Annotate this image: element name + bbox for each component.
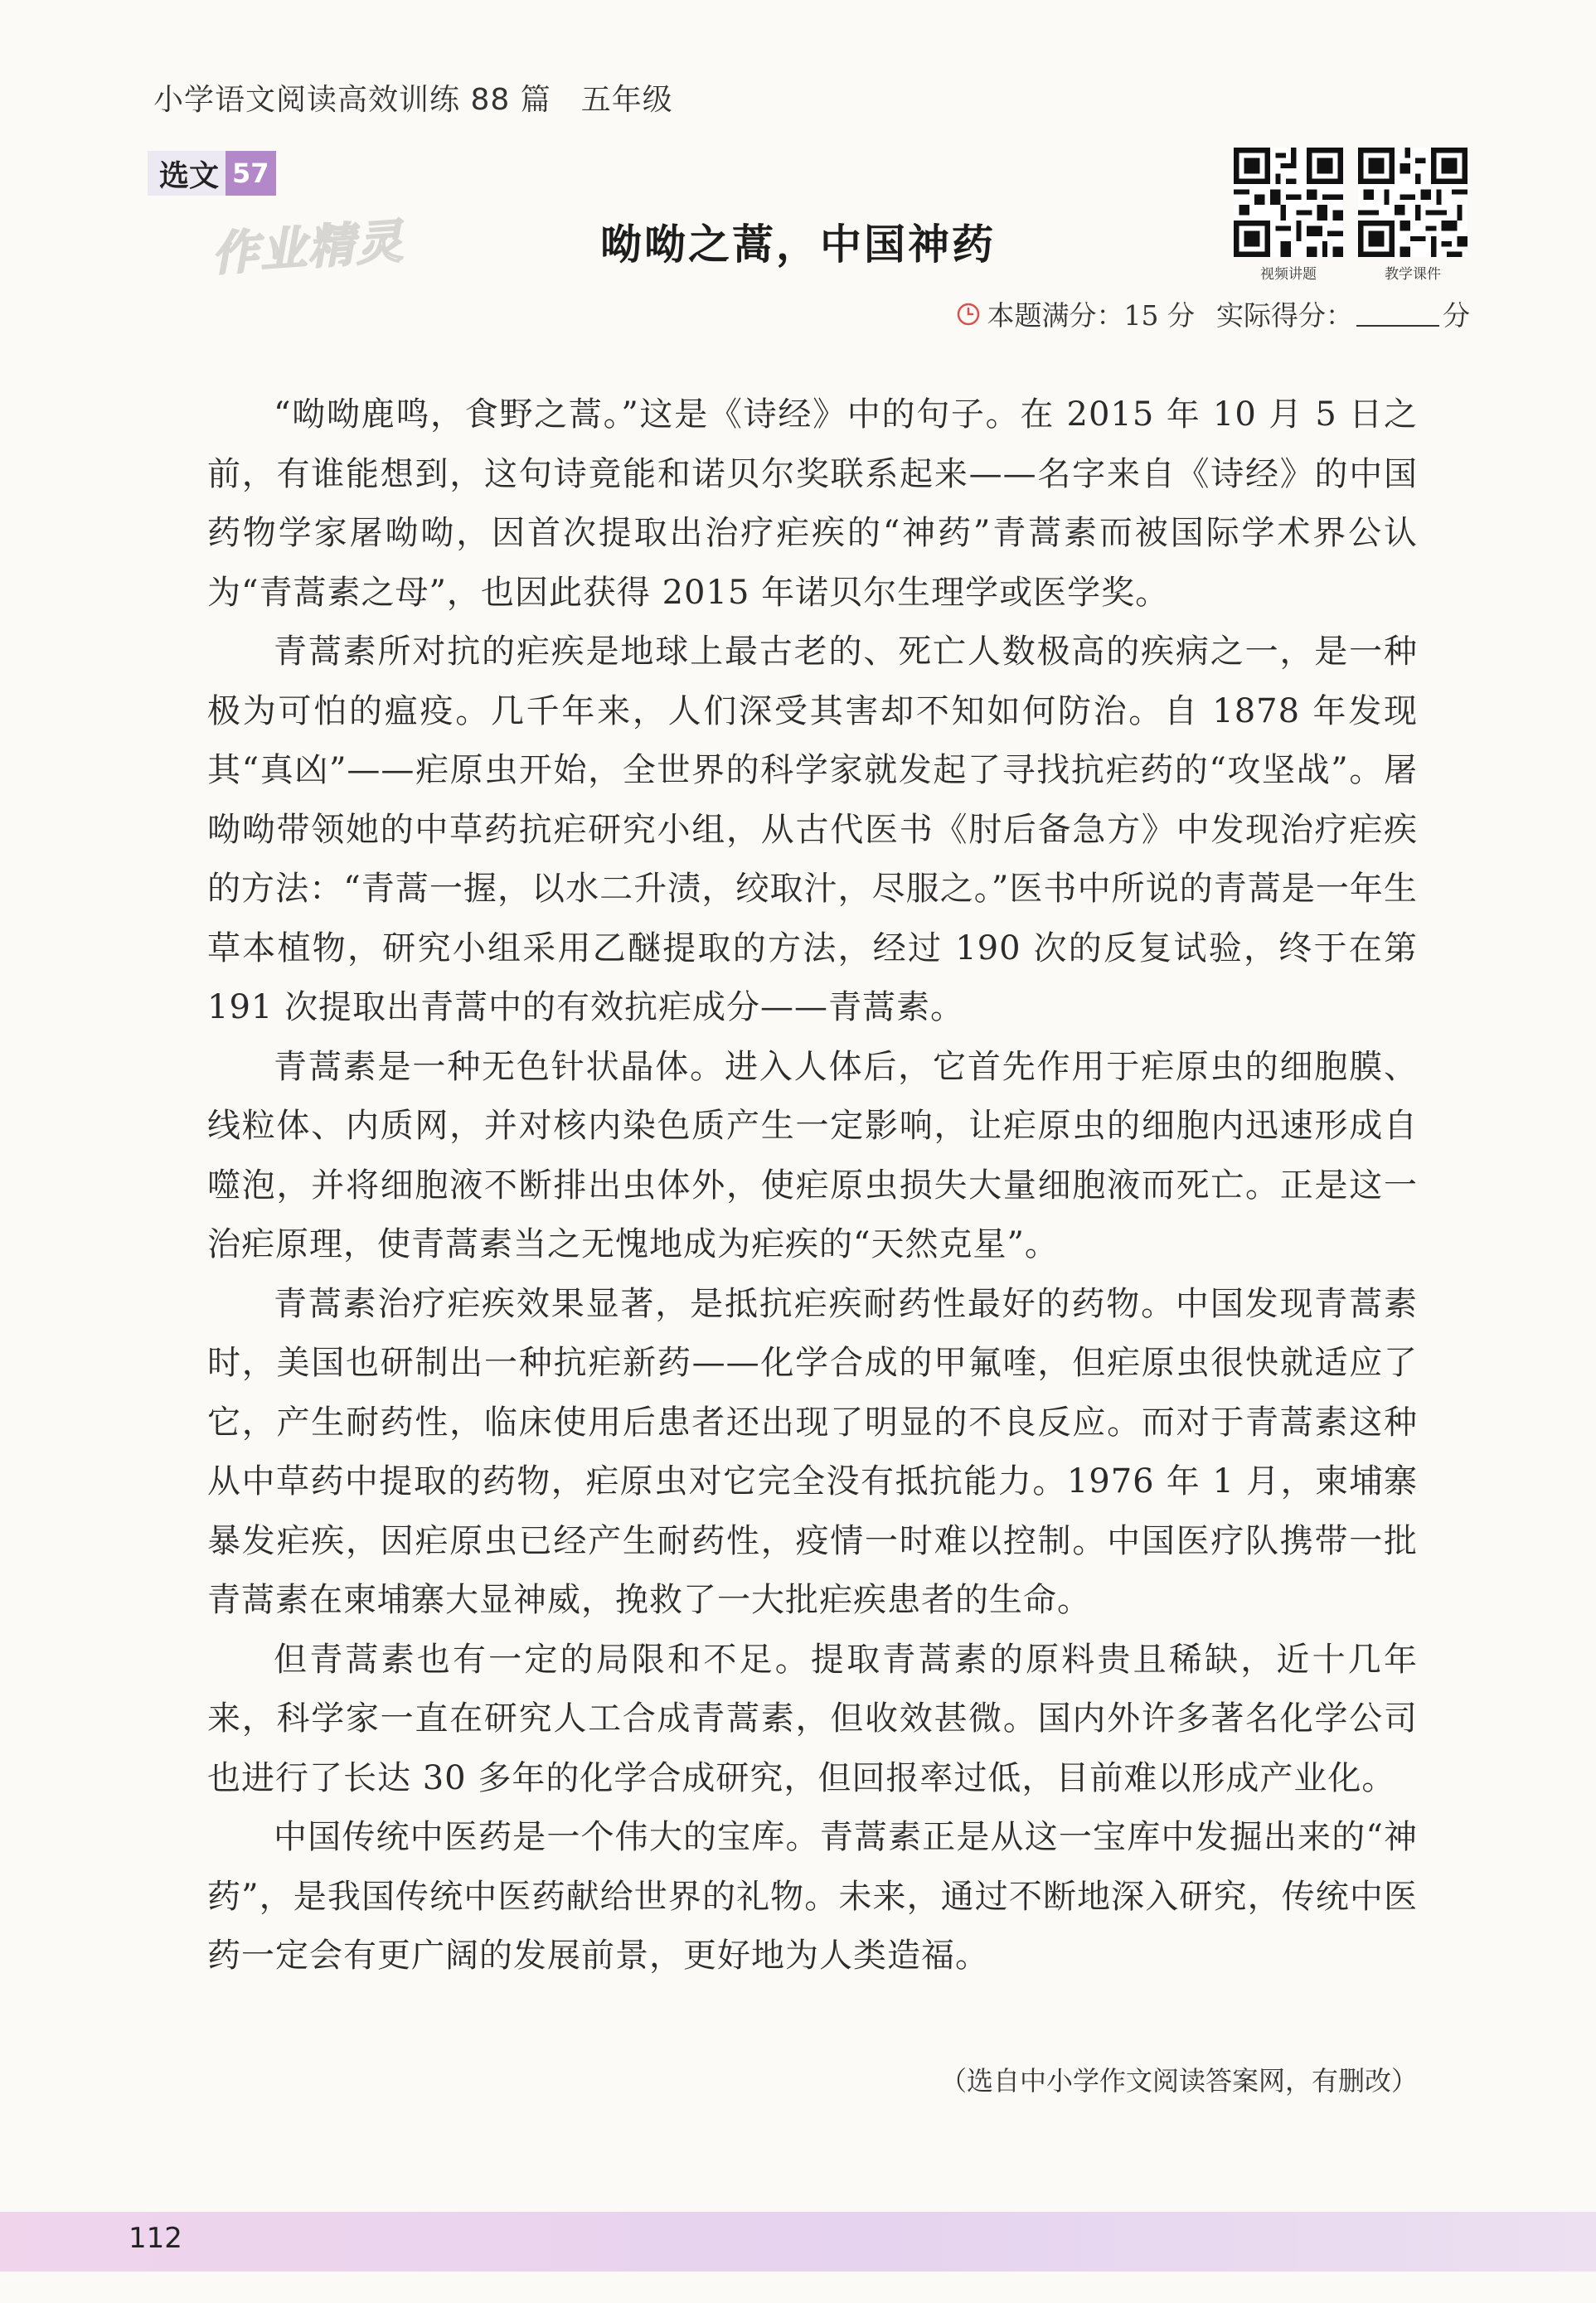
clock-icon	[956, 302, 981, 327]
score-line	[956, 294, 1470, 333]
article-body	[207, 385, 1418, 1986]
article-tag-label: 选文	[148, 151, 226, 196]
page-number: 112	[129, 2222, 182, 2255]
article-tag-number: 57	[226, 151, 276, 196]
page-title: 呦呦之蒿，中国神药	[600, 221, 996, 269]
paragraph: 但青蒿素也有一定的局限和不足。提取青蒿素的原料贵且稀缺，近十几年来，科学家一直在研究人工合成青蒿素，但收效甚微。国内外许多著名化学公司也进行了长达 30 多年的化学合成研究，但回报率过低，目前难以形成产业化。	[207, 1640, 1418, 1797]
qr-code-group	[1234, 148, 1467, 283]
qr-video[interactable]	[1234, 148, 1343, 283]
source-note: （选自中小学作文阅读答案网，有删改）	[939, 2065, 1418, 2097]
paragraph: 中国传统中医药是一个伟大的宝库。青蒿素正是从这一宝库中发掘出来的“神药”，是我国传统中医药献给世界的礼物。未来，通过不断地深入研究，传统中医药一定会有更广阔的发展前景，更好地为人类造福。	[207, 1818, 1418, 1975]
full-score: 本题满分：15 分	[987, 299, 1195, 332]
qr-video-label: 视频讲题	[1260, 266, 1317, 283]
paragraph: 青蒿素是一种无色针状晶体。进入人体后，它首先作用于疟原虫的细胞膜、线粒体、内质网，并对核内染色质产生一定影响，让疟原虫的细胞内迅速形成自噬泡，并将细胞液不断排出虫体外，使疟原虫损失大量细胞液而死亡。正是这一治疟原理，使青蒿素当之无愧地成为疟疾的“天然克星”。	[207, 1047, 1418, 1263]
qr-code-icon	[1234, 148, 1343, 257]
actual-score-blank[interactable]	[1356, 302, 1439, 327]
paragraph: 青蒿素所对抗的疟疾是地球上最古老的、死亡人数极高的疾病之一，是一种极为可怕的瘟疫。几千年来，人们深受其害却不知如何防治。自 1878 年发现其“真凶”——疟原虫开始，全世界的科学家就发起了寻找抗疟药的“攻坚战”。屠呦呦带领她的中草药抗疟研究小组，从古代医书《肘后备急方》中发现治疗疟疾的方法：“青蒿一握，以水二升渍，绞取汁，尽服之。”医书中所说的青蒿是一年生草本植物，研究小组采用乙醚提取的方法，经过 190 次的反复试验，终于在第 191 次提取出青蒿中的有效抗疟成分——青蒿素。	[207, 633, 1418, 1026]
running-head	[153, 76, 673, 119]
paragraph: 青蒿素治疗疟疾效果显著，是抵抗疟疾耐药性最好的药物。中国发现青蒿素时，美国也研制出一种抗疟新药——化学合成的甲氟喹，但疟原虫很快就适应了它，产生耐药性，临床使用后患者还出现了明显的不良反应。而对于青蒿素这种从中草药中提取的药物，疟原虫对它完全没有抵抗能力。1976 年 1 月，柬埔寨暴发疟疾，因疟原虫已经产生耐药性，疫情一时难以控制。中国医疗队携带一批青蒿素在柬埔寨大显神威，挽救了一大批疟疾患者的生命。	[207, 1284, 1418, 1619]
paragraph: “呦呦鹿鸣，食野之蒿。”这是《诗经》中的句子。在 2015 年 10 月 5 日之前，有谁能想到，这句诗竟能和诺贝尔奖联系起来——名字来自《诗经》的中国药物学家屠呦呦，因首次提取出治疗疟疾的“神药”青蒿素而被国际学术界公认为“青蒿素之母”，也因此获得 2015 年诺贝尔生理学或医学奖。	[207, 395, 1418, 612]
score-unit: 分	[1443, 299, 1470, 332]
qr-courseware[interactable]	[1358, 148, 1467, 283]
book-title: 小学语文阅读高效训练 88 篇	[153, 83, 551, 117]
grade-label: 五年级	[580, 83, 673, 117]
qr-code-icon	[1358, 148, 1467, 257]
actual-score-label: 实际得分：	[1216, 299, 1353, 332]
footer-band	[0, 2212, 1596, 2271]
article-tag	[148, 151, 276, 196]
watermark: 作业精灵	[210, 214, 406, 283]
qr-courseware-label: 教学课件	[1385, 266, 1441, 283]
